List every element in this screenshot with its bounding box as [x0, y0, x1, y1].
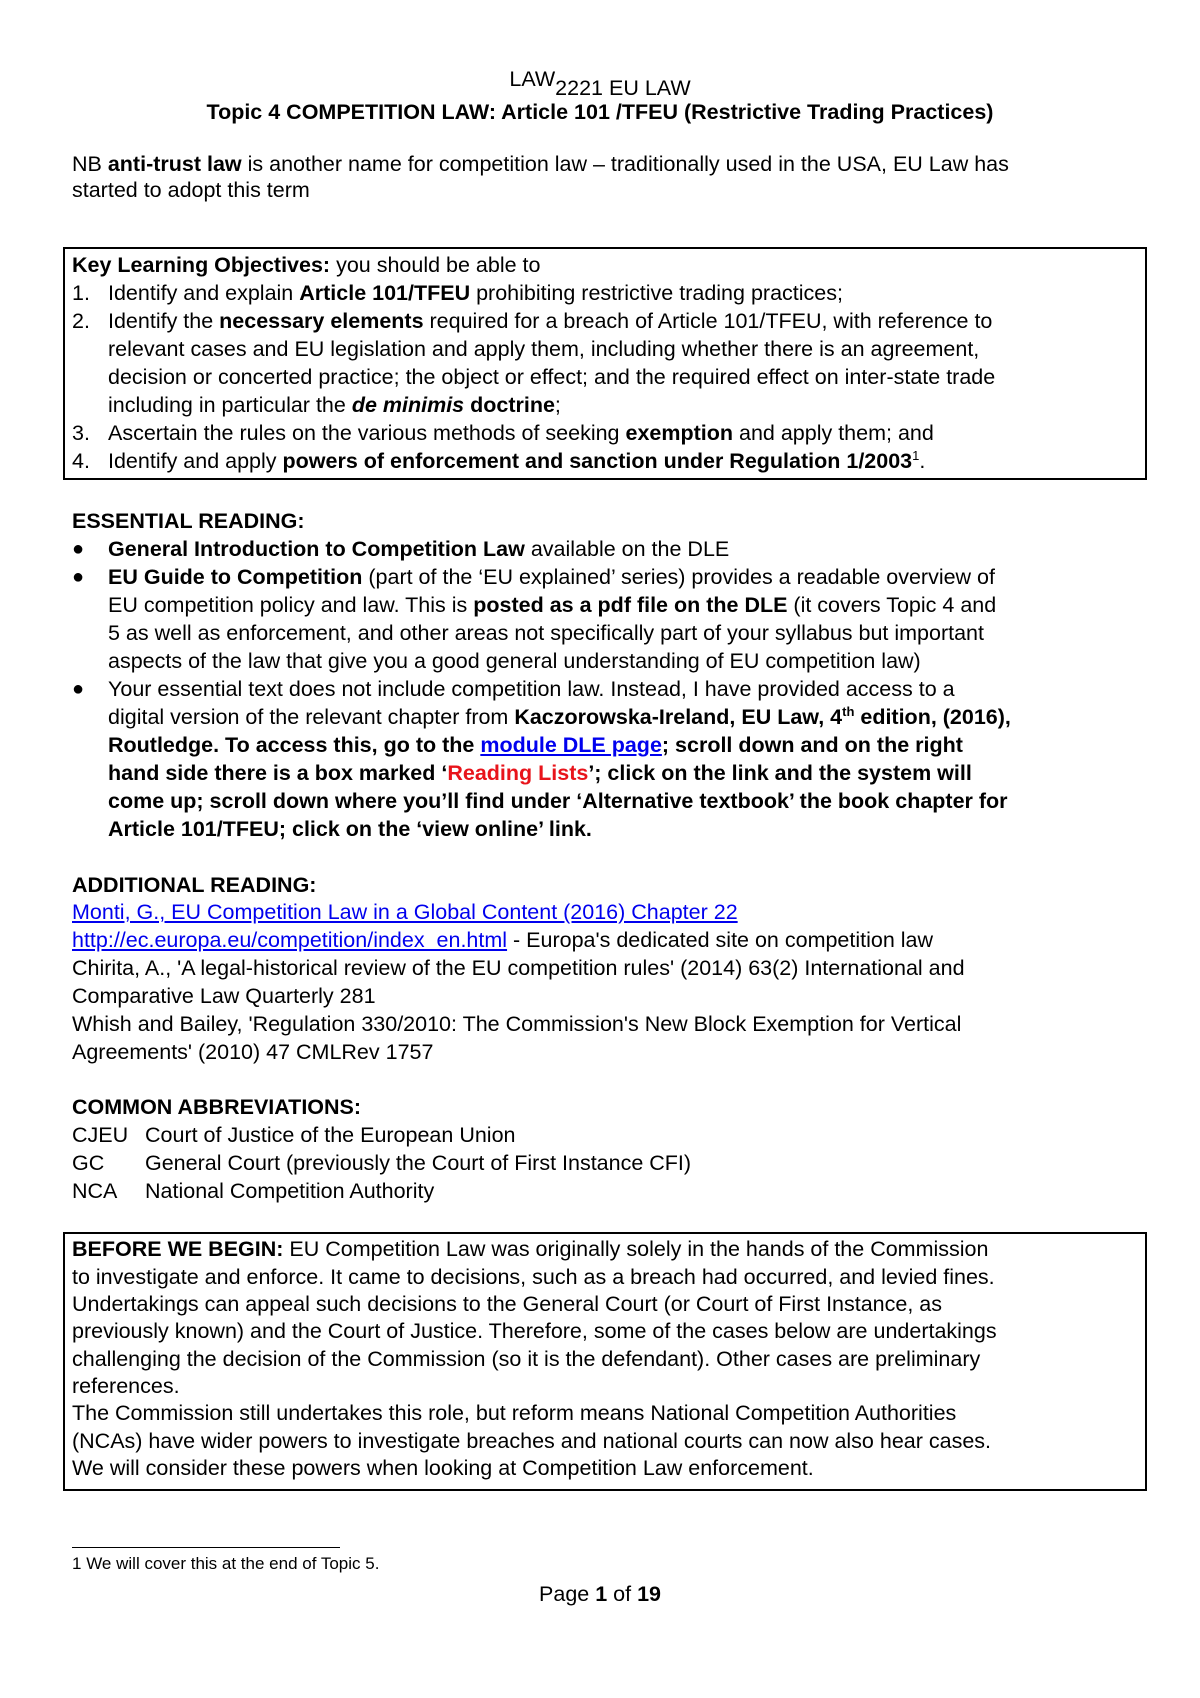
europa-link[interactable]: http://ec.europa.eu/competition/index_en.html [72, 928, 508, 952]
additional-item-4: Whish and Bailey, 'Regulation 330/2010: The Commission's New Block Exemption for Vertical [72, 1012, 962, 1036]
before-line-5: challenging the decision of the Commission (so it is the defendant). Other cases are preliminary [72, 1347, 981, 1371]
before-heading: BEFORE WE BEGIN: [72, 1237, 284, 1261]
objective-item-4: 4. Identify and apply powers of enforcement and sanction under Regulation 1/2003$^1$. [72, 447, 926, 473]
abbreviations-heading: COMMON ABBREVIATIONS: [72, 1095, 362, 1119]
essential-item-3-line-4: hand side there is a box marked ‘Reading Lists’; click on the link and the system will [108, 761, 972, 785]
before-line-1: BEFORE WE BEGIN: EU Competition Law was originally solely in the hands of the Commission [72, 1237, 989, 1261]
nb-line-1: NB anti-trust law is another name for competition law – traditionally used in the USA, EU Law has [72, 152, 1009, 176]
before-line-3: Undertakings can appeal such decisions to the General Court (or Court of First Instance, as [72, 1292, 942, 1316]
abbreviation-row: NCA National Competition Authority [72, 1179, 435, 1203]
before-line-7: The Commission still undertakes this role, but reform means National Competition Authorities [72, 1401, 957, 1425]
essential-item-3-line-5: come up; scroll down where you’ll find under ‘Alternative textbook’ the book chapter for [108, 789, 1008, 813]
objective-item-2-line-3: decision or concerted practice; the object or effect; and the required effect on inter-state trade [108, 365, 996, 389]
abbreviation-row: GC General Court (previously the Court of First Instance CFI) [72, 1151, 692, 1175]
footnote: 1 We will cover this at the end of Topic 5. [72, 1554, 380, 1573]
additional-item-2: http://ec.europa.eu/competition/index_en.html - Europa's dedicated site on competition law [72, 928, 934, 952]
objective-item-2: 2. Identify the necessary elements required for a breach of Article 101/TFEU, with reference to [72, 309, 993, 333]
course-title: 2221 EU LAW [555, 76, 691, 100]
additional-item-3-line-2: Comparative Law Quarterly 281 [72, 984, 376, 1008]
essential-item-3-line-6: Article 101/TFEU; click on the ‘view online’ link. [108, 817, 592, 841]
objective-item-2-line-2: relevant cases and EU legislation and apply them, including whether there is an agreement, [108, 337, 980, 361]
before-line-6: references. [72, 1374, 180, 1398]
objectives-heading-line: Key Learning Objectives: you should be able to [72, 253, 541, 277]
before-line-4: previously known) and the Court of Justice. Therefore, some of the cases below are undertakings [72, 1319, 997, 1343]
additional-item-1 [72, 898, 738, 926]
additional-item-3: Chirita, A., 'A legal-historical review of the EU competition rules' (2014) 63(2) International and [72, 956, 965, 980]
bullet-icon: ● [72, 678, 85, 700]
bullet-icon: ● [72, 538, 85, 560]
footnote-ref[interactable]: 1 [912, 447, 920, 463]
before-line-9: We will consider these powers when looking at Competition Law enforcement. [72, 1456, 814, 1480]
additional-heading: ADDITIONAL READING: [72, 873, 317, 897]
before-line-8: (NCAs) have wider powers to investigate breaches and national courts can now also hear cases. [72, 1429, 992, 1453]
course-prefix: LAW [509, 67, 556, 91]
objective-item-1: 1. Identify and explain Article 101/TFEU prohibiting restrictive trading practices; [72, 281, 843, 305]
objective-item-2-line-4: including in particular the de minimis doctrine; [108, 393, 561, 417]
objectives-heading: Key Learning Objectives: [72, 253, 331, 277]
essential-item-2-line-4: aspects of the law that give you a good general understanding of EU competition law) [108, 649, 921, 673]
nb-line-2: started to adopt this term [72, 178, 310, 202]
essential-item-2-line-2: EU competition policy and law. This is posted as a pdf file on the DLE (it covers Topic 4 and [108, 593, 997, 617]
essential-item-3-line-2: digital version of the relevant chapter from Kaczorowska-Ireland, EU Law, 4th edition, (2016), [108, 703, 1011, 729]
bullet-icon: ● [72, 566, 85, 588]
page-number: Page 1 of 19 [539, 1582, 661, 1606]
essential-item-2-line-3: 5 as well as enforcement, and other areas not specifically part of your syllabus but important [108, 621, 984, 645]
essential-heading: ESSENTIAL READING: [72, 509, 305, 533]
essential-item-1: General Introduction to Competition Law available on the DLE [108, 537, 730, 561]
essential-item-3: Your essential text does not include competition law. Instead, I have provided access to a [108, 677, 955, 701]
module-dle-link[interactable]: module DLE page [480, 733, 662, 757]
before-line-2: to investigate and enforce. It came to decisions, such as a breach had occurred, and levied fines. [72, 1265, 995, 1289]
monti-link[interactable]: Monti, G., EU Competition Law in a Global Content (2016) Chapter 22 [72, 900, 738, 924]
anti-trust-term: anti-trust law [107, 152, 242, 176]
topic-title: Topic 4 COMPETITION LAW: Article 101 /TFEU (Restrictive Trading Practices) [206, 100, 994, 124]
reading-lists-label: Reading Lists [447, 761, 589, 785]
footnote-separator [72, 1547, 340, 1548]
abbreviation-row: CJEU Court of Justice of the European Union [72, 1123, 516, 1147]
additional-item-4-line-2: Agreements' (2010) 47 CMLRev 1757 [72, 1040, 434, 1064]
essential-item-2: EU Guide to Competition (part of the ‘EU explained’ series) provides a readable overview of [108, 565, 995, 589]
essential-item-3-line-3: Routledge. To access this, go to the module DLE page; scroll down and on the right [108, 733, 963, 757]
objective-item-3: 3. Ascertain the rules on the various methods of seeking exemption and apply them; and [72, 421, 934, 445]
